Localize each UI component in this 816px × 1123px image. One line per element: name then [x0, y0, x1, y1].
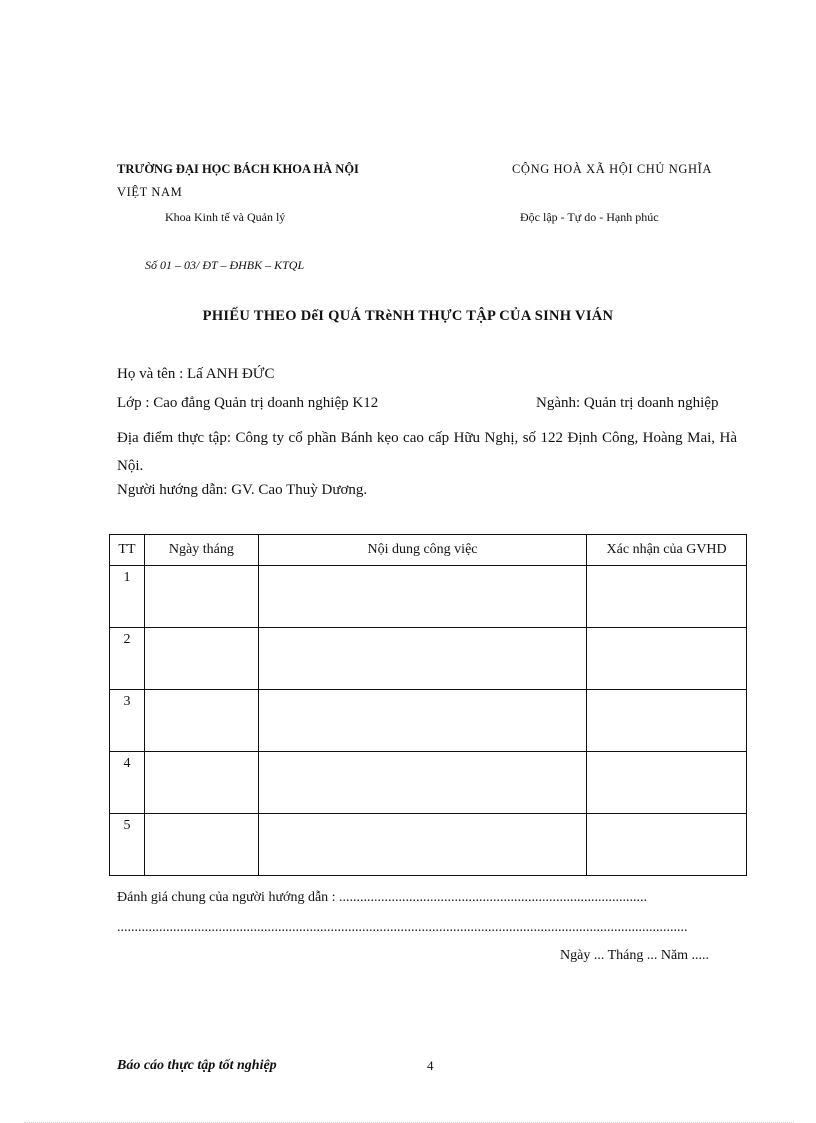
confirmation-cell	[587, 814, 747, 876]
student-major: Ngành: Quản trị doanh nghiệp	[536, 395, 719, 411]
date-line: Ngày ... Tháng ... Năm .....	[560, 948, 710, 963]
date-cell	[144, 690, 258, 752]
date-cell	[144, 628, 258, 690]
advisor-evaluation: Đánh giá chung của người hướng dẫn : ........................................................................................	[117, 890, 648, 905]
confirmation-cell	[587, 752, 747, 814]
confirmation-cell	[587, 690, 747, 752]
confirmation-cell	[587, 628, 747, 690]
date-cell	[144, 752, 258, 814]
internship-log-table	[109, 534, 747, 876]
header-date: Ngày tháng	[144, 535, 258, 566]
content-cell	[258, 814, 586, 876]
row-number: 4	[110, 752, 145, 814]
advisor-name: Người hướng dẫn: GV. Cao Thuỳ Dương.	[117, 482, 368, 498]
page-number: 4	[427, 1058, 434, 1073]
content-cell	[258, 690, 586, 752]
confirmation-cell	[587, 566, 747, 628]
form-title: PHIẾU THEO DếI QUÁ TRèNH THỰC TẬP CỦA SINH VIÁN	[202, 308, 614, 324]
nation-header-line1: CỘNG HOÀ XÃ HỘI CHỦ NGHĨA	[512, 162, 713, 176]
table-row	[110, 566, 747, 628]
header-content: Nội dung công việc	[258, 535, 586, 566]
date-cell	[144, 814, 258, 876]
date-cell	[144, 566, 258, 628]
document-number: Số 01 – 03/ ĐT – ĐHBK – KTQL	[145, 258, 305, 272]
school-name: TRƯỜNG ĐẠI HỌC BÁCH KHOA HÀ NỘI	[117, 162, 359, 176]
nation-header-line2: VIỆT NAM	[117, 185, 183, 199]
content-cell	[258, 566, 586, 628]
table-row	[110, 690, 747, 752]
student-name: Họ và tên : Lấ ANH ĐỨC	[117, 366, 275, 382]
header-tt: TT	[110, 535, 145, 566]
student-class: Lớp : Cao đẳng Quản trị doanh nghiệp K12	[117, 395, 379, 411]
content-cell	[258, 752, 586, 814]
table-row	[110, 814, 747, 876]
row-number: 3	[110, 690, 145, 752]
row-number: 1	[110, 566, 145, 628]
table-header-row	[110, 535, 747, 566]
table-row	[110, 752, 747, 814]
internship-place: Địa điểm thực tập: Công ty cổ phần Bánh kẹo cao cấp Hữu Nghị, số 122 Định Công, Hoàng Mai, Hà Nội.	[117, 430, 737, 474]
row-number: 2	[110, 628, 145, 690]
faculty-name: Khoa Kinh tế và Quản lý	[165, 210, 286, 224]
header-confirmation: Xác nhận của GVHD	[587, 535, 747, 566]
table-row	[110, 628, 747, 690]
content-cell	[258, 628, 586, 690]
evaluation-dots-line: ...................................................................................................................................................................	[117, 920, 688, 935]
national-motto: Độc lập - Tự do - Hạnh phúc	[520, 210, 659, 224]
row-number: 5	[110, 814, 145, 876]
footer-report-title: Báo cáo thực tập tốt nghiệp	[117, 1058, 277, 1073]
